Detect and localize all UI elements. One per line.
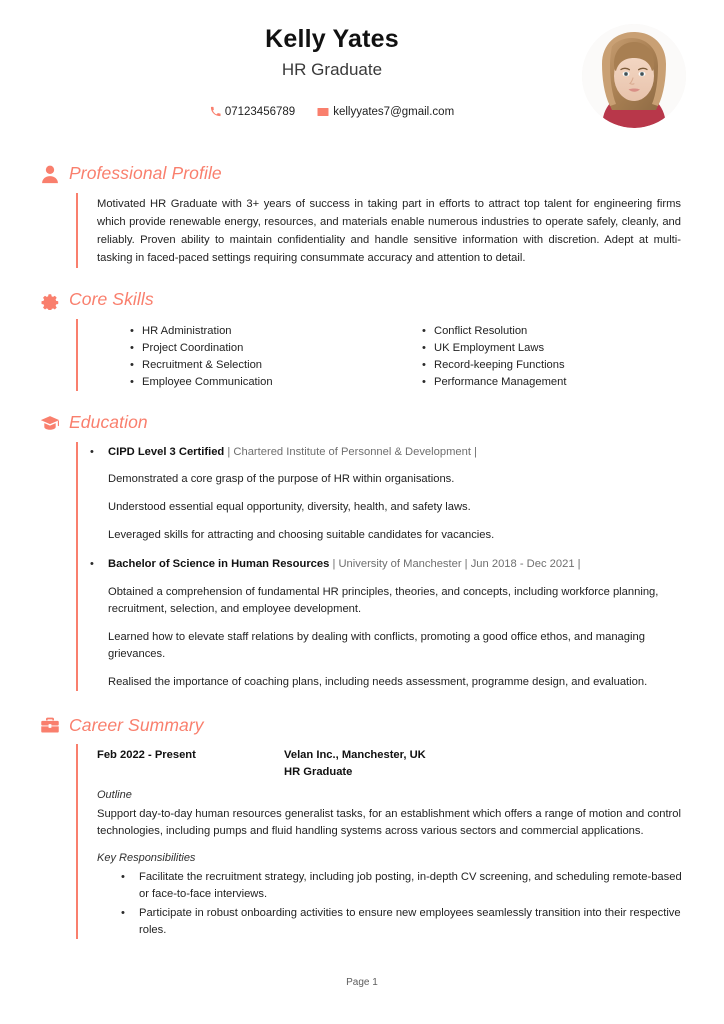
skills-list-2 [381, 323, 684, 391]
contact-phone[interactable] [210, 106, 295, 118]
skills-column-2 [381, 323, 684, 391]
education-entry-heading [78, 556, 684, 573]
briefcase-icon [40, 715, 60, 735]
profile-body [76, 193, 684, 268]
contact-email[interactable] [317, 106, 454, 118]
education-entry [78, 556, 684, 691]
education-point: Obtained a comprehension of fundamental HR principles, theories, and concepts, including workforce planning, recruitment, selection, and employee development. [108, 586, 659, 616]
list-item: • Project Coordination [130, 340, 381, 357]
section-education [0, 413, 724, 692]
section-header [40, 290, 684, 310]
section-career-summary [0, 715, 724, 938]
skills-body [76, 319, 684, 391]
job-company: Velan Inc., Manchester, UK [284, 749, 426, 762]
section-title: Professional Profile [69, 163, 222, 184]
contact-row [40, 106, 624, 118]
education-entry-heading [78, 444, 684, 461]
page-footer: Page 1 [346, 977, 378, 988]
skills-column-1 [78, 323, 381, 391]
list-item: • Facilitate the recruitment strategy, including job posting, in-depth CV screening, and scheduling remote-based or face-to-face interviews. [97, 869, 684, 903]
education-meta: | Chartered Institute of Personnel & Development | [224, 445, 477, 458]
education-list [78, 442, 684, 692]
education-point: Learned how to elevate staff relations by dealing with conflicts, promoting a good office ethos, and managing grievances. [108, 631, 645, 661]
education-degree: Bachelor of Science in Human Resources [108, 558, 330, 571]
job-outline-text: Support day-to-day human resources generalist tasks, for an establishment which offers a range of motion and control technologies, including pumps and fluid handling systems across various sectors and commercial applications. [97, 807, 681, 838]
education-meta: | University of Manchester | Jun 2018 - Dec 2021 | [329, 558, 581, 571]
career-body [76, 744, 684, 938]
education-point: Leveraged skills for attracting and choosing suitable candidates for vacancies. [108, 529, 495, 542]
outline-label: Outline [97, 788, 132, 801]
list-item: • Performance Management [422, 374, 684, 391]
gear-icon [40, 290, 60, 310]
section-header [40, 164, 684, 184]
education-body [76, 442, 684, 692]
list-item: • Employee Communication [130, 374, 381, 391]
list-item: • Conflict Resolution [422, 323, 684, 340]
list-item: • UK Employment Laws [422, 340, 684, 357]
job-role: HR Graduate [284, 765, 353, 778]
education-entry [78, 444, 684, 545]
list-item: • Record-keeping Functions [422, 357, 684, 374]
list-item: • HR Administration [130, 323, 381, 340]
contact-email-text: kellyyates7@gmail.com [333, 105, 455, 118]
contact-phone-text: 07123456789 [224, 105, 296, 118]
section-professional-profile [0, 164, 724, 268]
avatar [582, 24, 686, 128]
section-core-skills [0, 290, 724, 391]
section-title: Education [69, 411, 148, 432]
section-title: Core Skills [69, 288, 154, 309]
job-company-block [284, 747, 426, 779]
profile-text: Motivated HR Graduate with 3+ years of success in taking part in efforts to attract top talent for engineering firms which provide renewable energy, resources, and materials enable numerous industries to operate safely, cleanly, and reliably. Proven ability to maintain confidentiality and handle sensitive information with discretion. Adept at multi-tasking in faced-paced settings requiring consummate accuracy and attention to detail. [97, 198, 681, 265]
header-job-title: HR Graduate [281, 59, 383, 79]
person-icon [40, 164, 60, 184]
job-heading [97, 744, 684, 779]
page-title: Kelly Yates [265, 25, 399, 53]
skills-columns [78, 319, 684, 391]
graduation-cap-icon [40, 413, 60, 433]
education-point: Realised the importance of coaching plans, including needs assessment, programme design, and evaluation. [108, 676, 648, 689]
profile-photo [582, 24, 686, 128]
education-point: Demonstrated a core grasp of the purpose of HR within organisations. [108, 473, 455, 486]
education-point: Understood essential equal opportunity, diversity, health, and safety laws. [108, 501, 471, 514]
education-degree: CIPD Level 3 Certified [108, 445, 225, 458]
phone-icon [210, 106, 221, 117]
responsibilities-label: Key Responsibilities [97, 851, 196, 864]
section-header [40, 413, 684, 433]
resume-header [0, 0, 724, 150]
envelope-icon [317, 106, 329, 118]
responsibilities-list [97, 869, 684, 939]
list-item: • Recruitment & Selection [130, 357, 381, 374]
section-header [40, 715, 684, 735]
job-dates: Feb 2022 - Present [97, 749, 196, 762]
section-title: Career Summary [69, 714, 204, 735]
list-item: • Participate in robust onboarding activities to ensure new employees seamlessly transition into their respective roles. [97, 905, 684, 939]
skills-list-1 [78, 323, 381, 391]
